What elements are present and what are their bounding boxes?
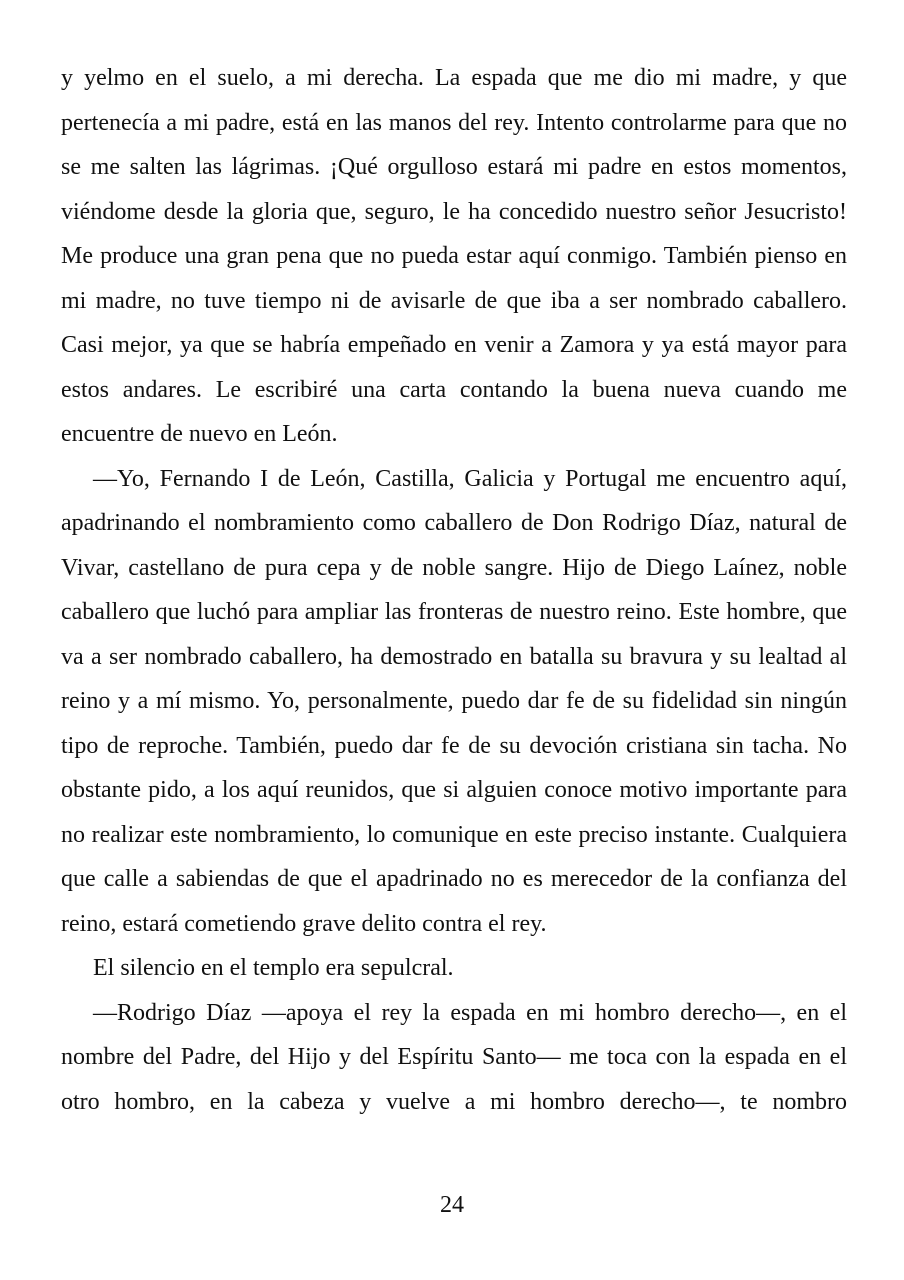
paragraph-1: y yelmo en el suelo, a mi derecha. La espada que me dio mi madre, y que pertenecía a mi padre, está en las manos del rey. Intento controlarme para que no se me salten las lágrimas. ¡Qué orgulloso estará mi padre en estos momentos, viéndome desde la gloria que, seguro, le ha concedido nuestro señor Jesucristo! Me produce una gran pena que no pueda estar aquí conmigo. También pienso en mi madre, no tuve tiempo ni de avisarle de que iba a ser nombrado caballero. Casi mejor, ya que se habría empeñado en venir a Zamora y ya está mayor para estos andares. Le escribiré una carta contando la buena nueva cuando me encuentre de nuevo en León.: [61, 65, 847, 447]
page-number: 24: [440, 1192, 464, 1218]
paragraph-2: —Yo, Fernando I de León, Castilla, Galicia y Portugal me encuentro aquí, apadrinando el nombramiento como caballero de Don Rodrigo Díaz, natural de Vivar, castellano de pura cepa y de noble sangre. Hijo de Diego Laínez, noble caballero que luchó para ampliar las fronteras de nuestro reino. Este hombre, que va a ser nombrado caballero, ha demostrado en batalla su bravura y su lealtad al reino y a mí mismo. Yo, personalmente, puedo dar fe de su fidelidad sin ningún tipo de reproche. También, puedo dar fe de su devoción cristiana sin tacha. No obstante pido, a los aquí reunidos, que si alguien conoce motivo importante para no realizar este nombramiento, lo comunique en este preciso instante. Cualquiera que calle a sabiendas de que el apadrinado no es merecedor de la confianza del reino, estará cometiendo grave delito contra el rey.: [61, 465, 847, 937]
paragraph-4: —Rodrigo Díaz —apoya el rey la espada en mi hombro derecho—, en el nombre del Padre, del Hijo y del Espíritu Santo— me toca con la espada en el otro hombro, en la cabeza y vuelve a mi hombro derecho—, te nombro: [61, 999, 847, 1115]
book-page-body: [61, 56, 847, 1124]
paragraph-3: El silencio en el templo era sepulcral.: [93, 955, 454, 981]
